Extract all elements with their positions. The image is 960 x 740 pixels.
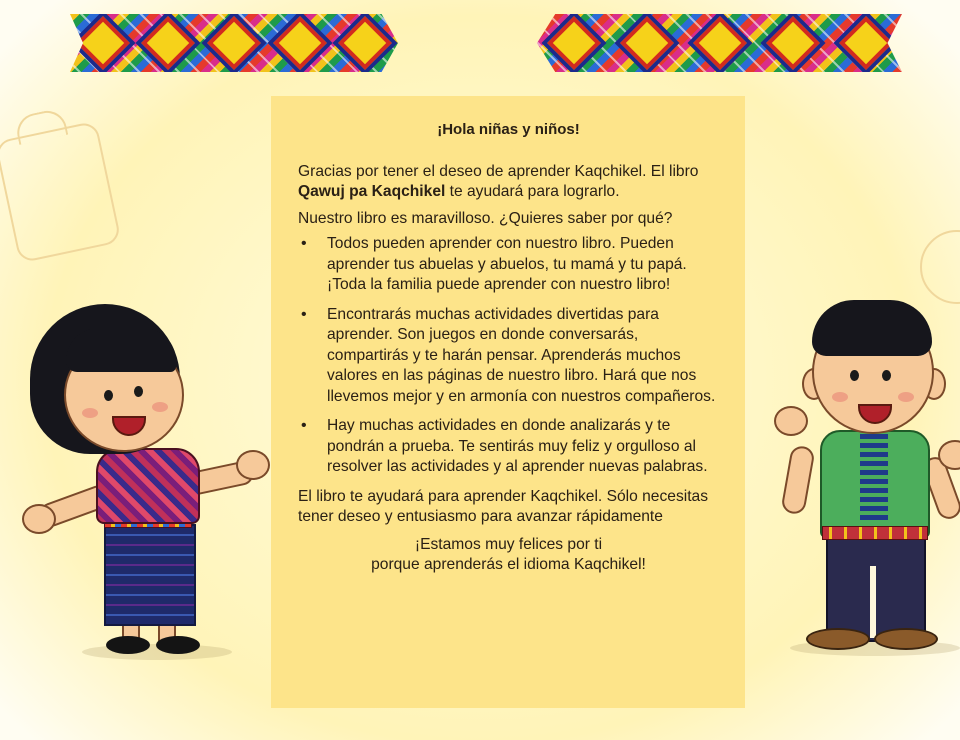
bullet-item: • Hay muchas actividades en donde analizarás y te pondrán a prueba. Te sentirás muy feliz y orgulloso al resolver las actividades y al aprender nuevas palabras. [298, 416, 719, 478]
textile-band-left-icon [70, 14, 398, 72]
bullet-list [298, 234, 719, 478]
boy-illustration-icon [770, 296, 960, 676]
cloud-doodle-icon [920, 230, 960, 304]
closing-paragraph: El libro te ayudará para aprender Kaqchikel. Sólo necesitas tener deseo y entusiasmo para avanzar rápidamente [298, 487, 709, 525]
farewell-line-1: ¡Estamos muy felices por ti [414, 535, 603, 553]
bag-doodle-icon [0, 121, 122, 264]
lead-paragraph: Nuestro libro es maravilloso. ¿Quieres saber por qué? [298, 209, 673, 227]
book-title: Qawuj pa Kaqchikel [298, 183, 446, 200]
greeting-heading: ¡Hola niñas y niños! [437, 121, 580, 138]
intro-paragraph [298, 162, 719, 203]
bullet-item: • Todos pueden aprender con nuestro libro. Pueden aprender tus abuelas y abuelos, tu mamá y tu papá. ¡Toda la familia puede aprender con nuestro libro! [298, 234, 719, 296]
textile-band-right-icon [537, 14, 902, 72]
bullet-item: • Encontrarás muchas actividades divertidas para aprender. Son juegos en donde conversarás, compartirás y te harán pensar. Aprenderás muchos valores en las páginas de nuestro libro. Hará que nos llevemos mejor y en armonía con nuestros compañeros. [298, 305, 719, 408]
message-panel [271, 96, 745, 708]
intro-text-after: te ayudará para lograrlo. [445, 183, 620, 200]
intro-text-before: Gracias por tener el deseo de aprender Kaqchikel. El libro [298, 162, 699, 180]
farewell-line-2: porque aprenderás el idioma Kaqchikel! [371, 556, 646, 573]
girl-illustration-icon [22, 298, 272, 668]
